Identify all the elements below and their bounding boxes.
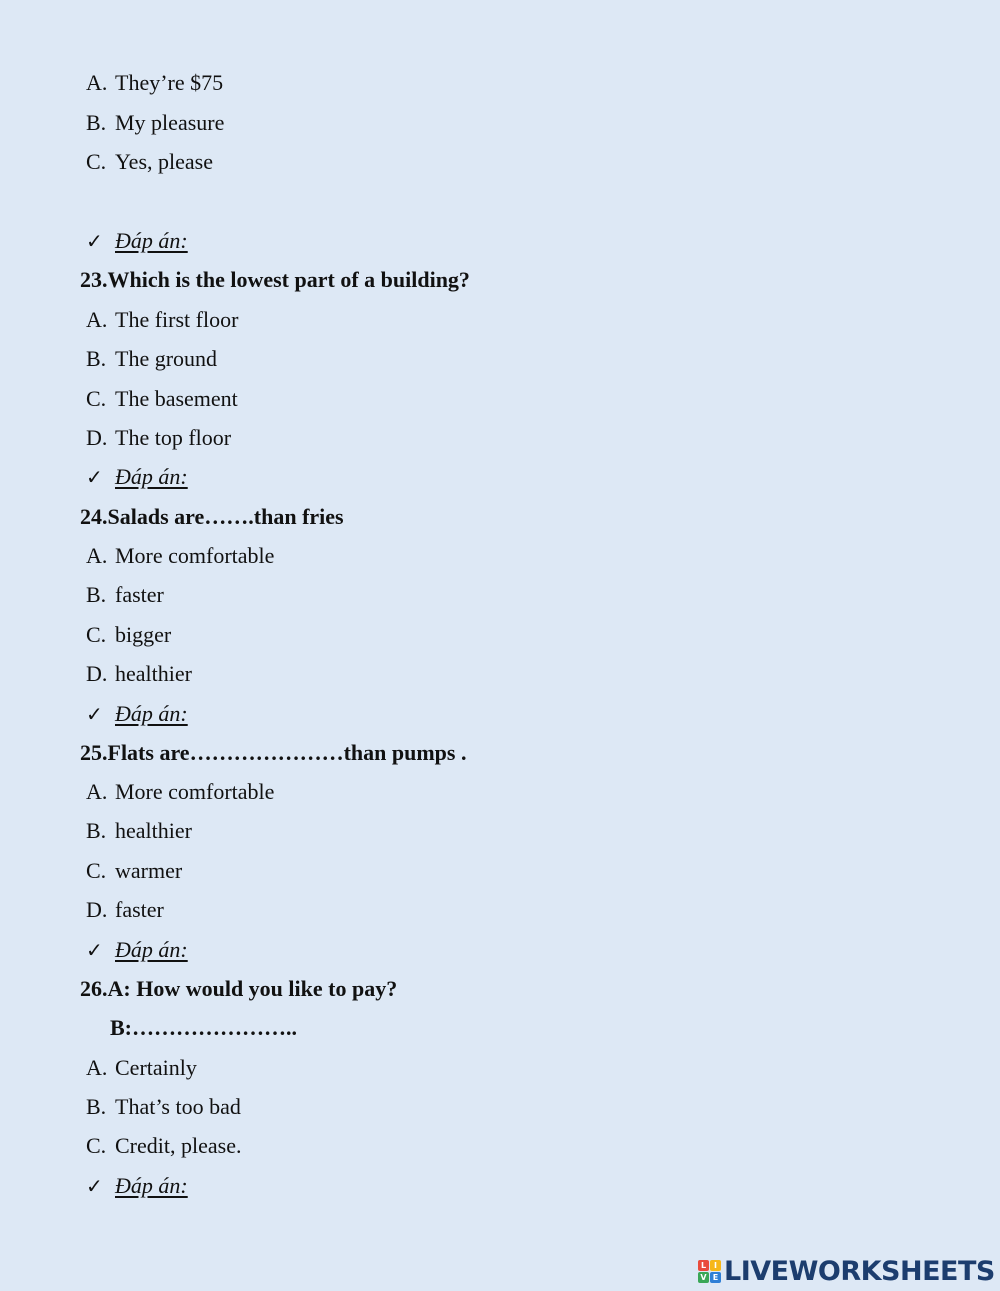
q22-answer <box>86 228 188 254</box>
q25-answer <box>86 937 188 963</box>
q24-option-a: A. More comfortable <box>86 543 275 568</box>
check-icon: ✓ <box>86 1174 103 1198</box>
answer-label: Đáp án: <box>115 228 188 253</box>
q26-option-c: C. Credit, please. <box>86 1133 242 1158</box>
q23-option-a: A. The first floor <box>86 307 239 332</box>
q26-answer <box>86 1173 188 1199</box>
q23-option-b: B. The ground <box>86 346 218 371</box>
liveworksheets-logo <box>698 1256 995 1286</box>
answer-label: Đáp án: <box>115 464 188 489</box>
q23-answer <box>86 464 188 490</box>
q24-answer <box>86 701 188 727</box>
q24-option-c: C. bigger <box>86 622 172 647</box>
q25-option-a: A. More comfortable <box>86 779 275 804</box>
q23-option-d: D. The top floor <box>86 425 232 450</box>
q24-option-d: D. healthier <box>86 661 192 686</box>
q25-option-d: D. faster <box>86 897 164 922</box>
answer-label: Đáp án: <box>115 701 188 726</box>
check-icon: ✓ <box>86 229 103 253</box>
q22-option-b: B. My pleasure <box>86 110 225 135</box>
q25-option-b: B. healthier <box>86 818 192 843</box>
check-icon: ✓ <box>86 938 103 962</box>
live-logo-icon: L I V E <box>698 1260 721 1283</box>
q24-question: 24.Salads are…….than fries <box>80 504 344 529</box>
q26-line-b: B:………………….. <box>110 1015 297 1040</box>
answer-label: Đáp án: <box>115 937 188 962</box>
q25-question: 25.Flats are…………………than pumps . <box>80 740 467 765</box>
q23-option-c: C. The basement <box>86 386 238 411</box>
q26-option-b: B. That’s too bad <box>86 1094 241 1119</box>
answer-label: Đáp án: <box>115 1173 188 1198</box>
check-icon: ✓ <box>86 702 103 726</box>
check-icon: ✓ <box>86 465 103 489</box>
q26-option-a: A. Certainly <box>86 1055 197 1080</box>
logo-text: LIVEWORKSHEETS <box>724 1255 995 1287</box>
q23-question: 23.Which is the lowest part of a building? <box>80 267 470 292</box>
q25-option-c: C. warmer <box>86 858 183 883</box>
q22-option-a: A. They’re $75 <box>86 70 224 95</box>
q26-question: 26.A: How would you like to pay? <box>80 976 398 1001</box>
q22-option-c: C. Yes, please <box>86 149 213 174</box>
q24-option-b: B. faster <box>86 582 164 607</box>
